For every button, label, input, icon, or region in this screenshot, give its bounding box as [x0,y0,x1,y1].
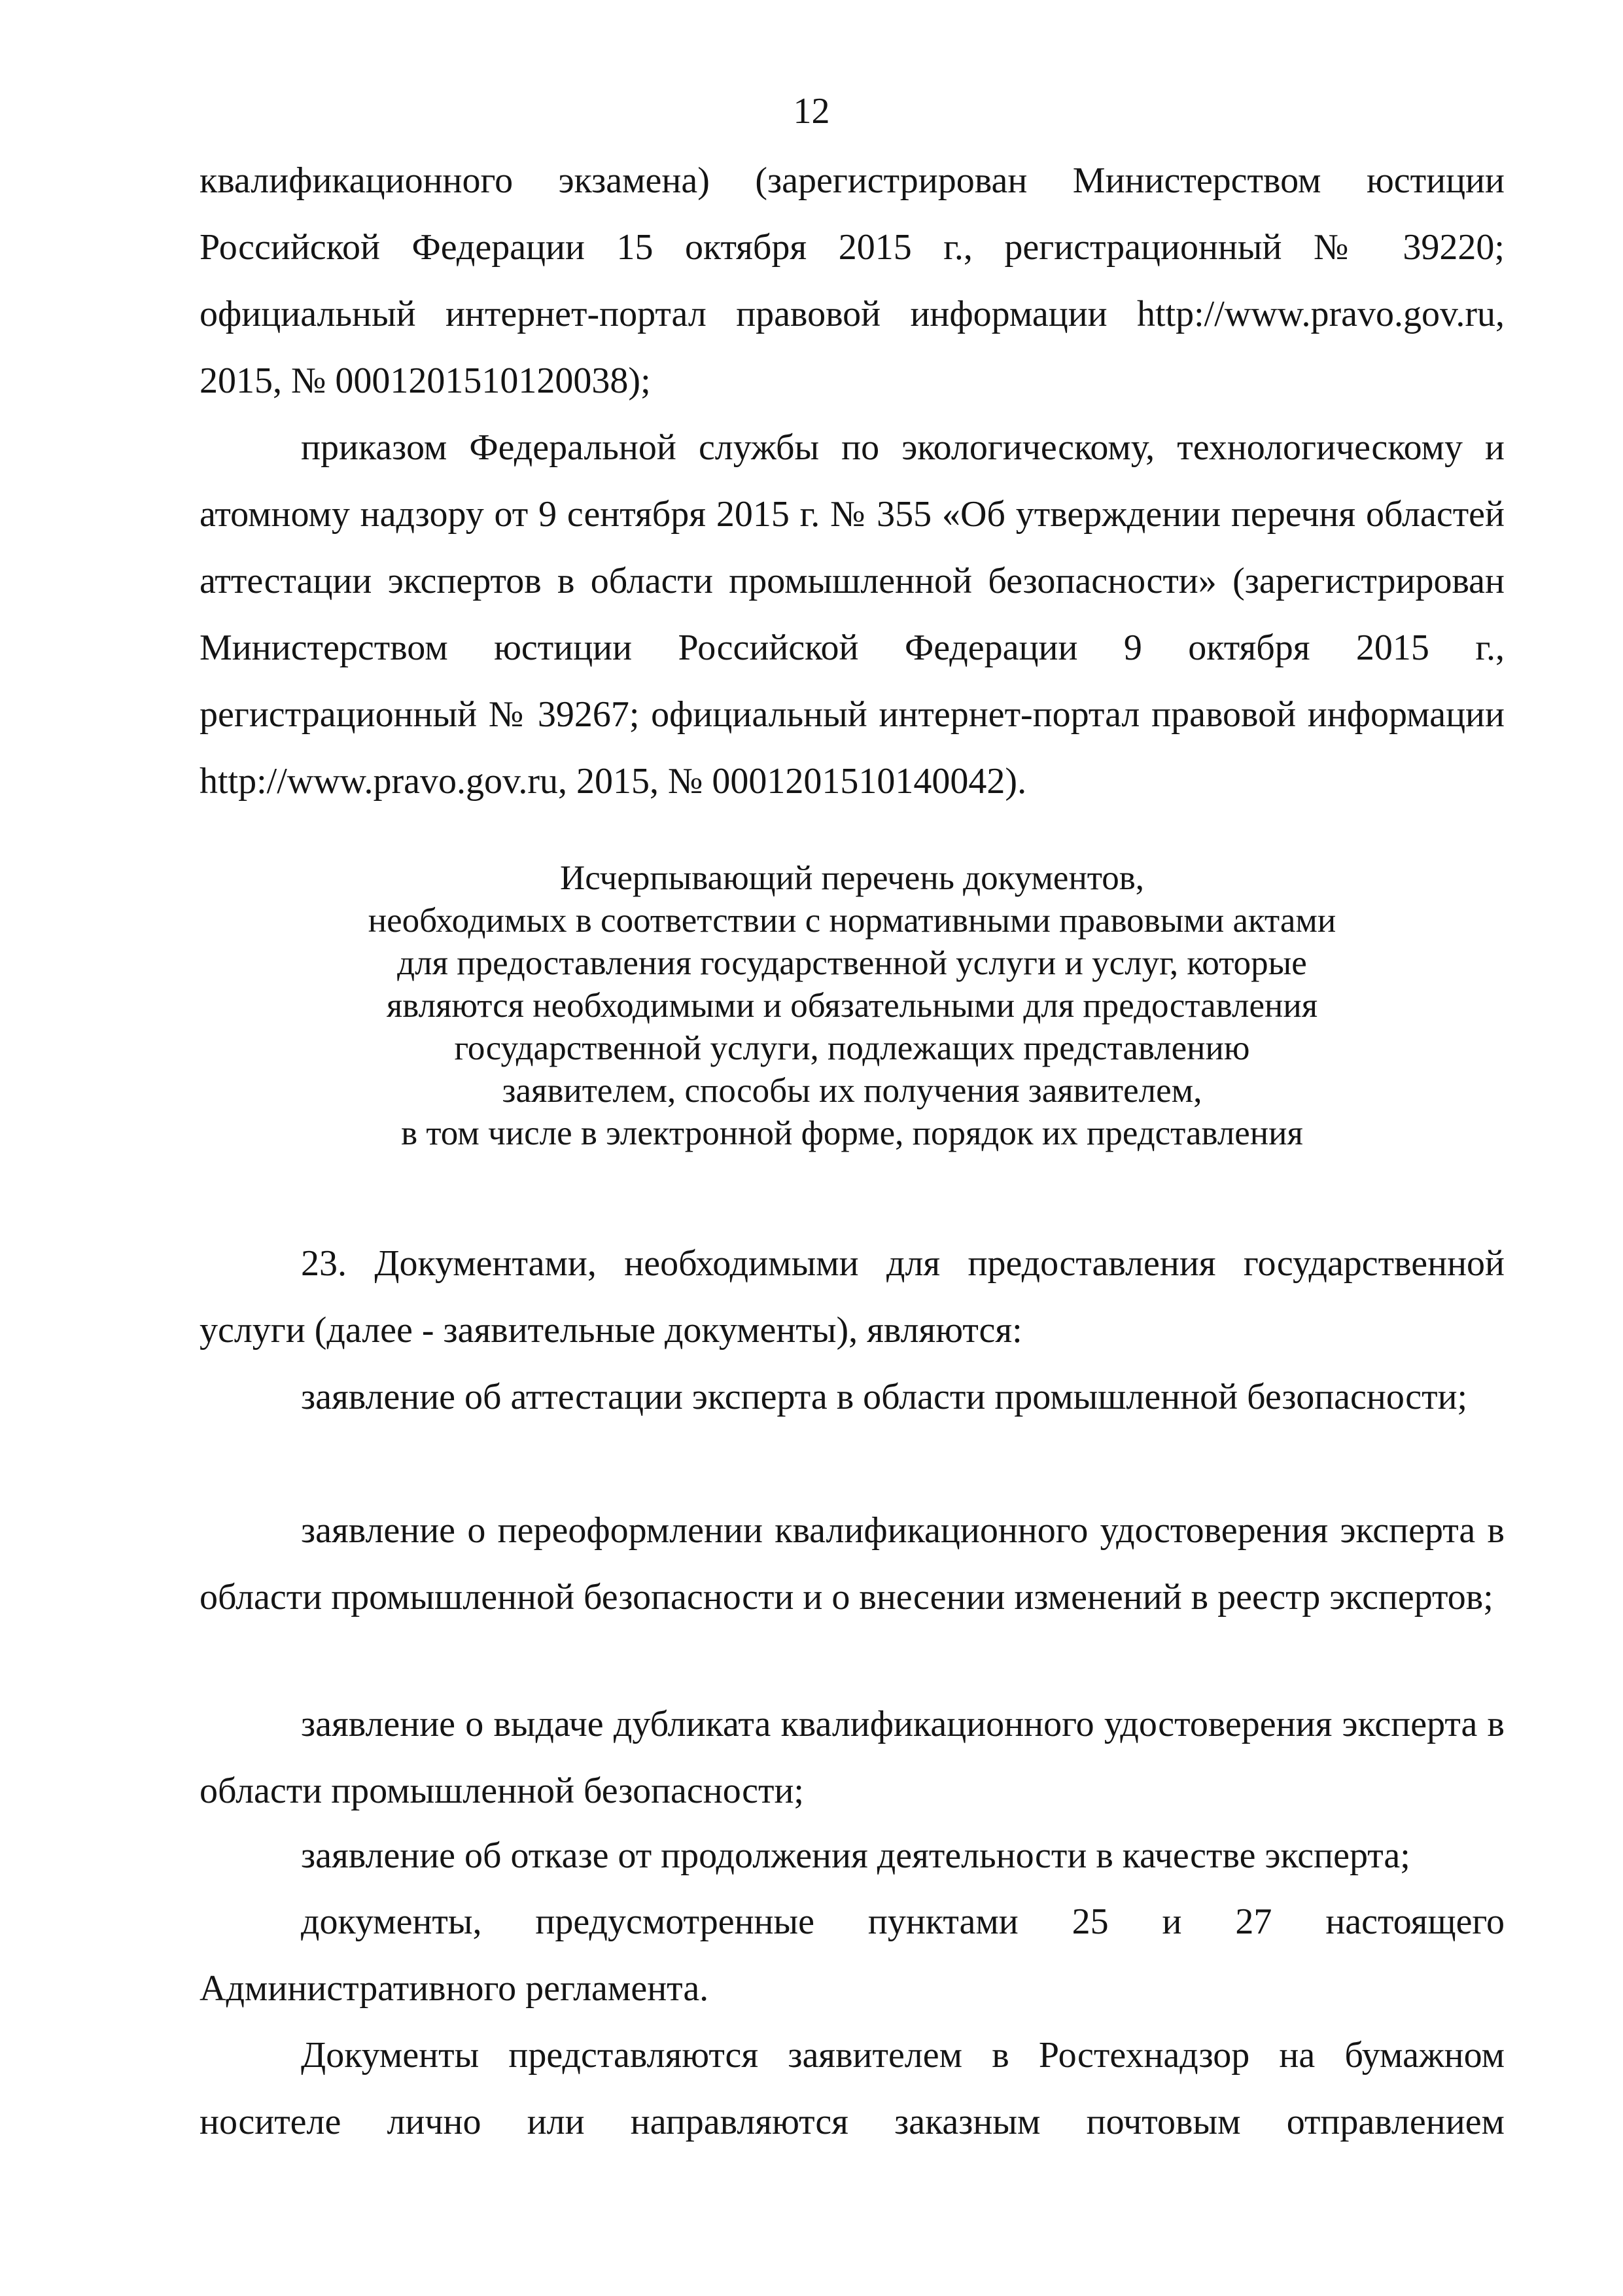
list-item-duplicate: заявление о выдаче дубликата квалификационного удостоверения эксперта в области промышленной безопасности; [200,1704,1505,1811]
heading-line-6: заявителем, способы их получения заявителем, [502,1072,1202,1110]
heading-line-5: государственной услуги, подлежащих представлению [454,1029,1250,1067]
heading-line-7: в том числе в электронной форме, порядок их представления [401,1114,1303,1152]
paragraph-2: приказом Федеральной службы по экологическому, технологическому и атомному надзору от 9 сентября 2015 г. № 355 «Об утверждении перечня областей аттестации экспертов в области промышленной безопасности» (зарегистрирован Министерством юстиции Российской Федерации 9 октября 2015 г., регистрационный № 39267; официальный интернет-портал правовой информации http://www.pravo.gov.ru, 2015, № 0001201510140042). [200,427,1505,802]
paragraph-23: 23. Документами, необходимыми для предоставления государственной услуги (далее - заявительные документы), являются: [200,1243,1505,1351]
heading-line-2: необходимых в соответствии с нормативными правовыми актами [368,902,1336,940]
heading-line-3: для предоставления государственной услуги и услуг, которые [397,944,1307,982]
list-item-attestation: заявление об аттестации эксперта в области промышленной безопасности; [301,1377,1468,1417]
heading-line-4: являются необходимыми и обязательными для предоставления [386,987,1318,1025]
heading-line-1: Исчерпывающий перечень документов, [559,859,1145,897]
body-text-top [200,147,1505,815]
list-item-documents: документы, предусмотренные пунктами 25 и 27 настоящего Административного регламента. [200,1901,1505,2009]
list-item-reissue: заявление о переоформлении квалификационного удостоверения эксперта в области промышленной безопасности и о внесении изменений в реестр экспертов; [200,1510,1505,1617]
list-item-refusal: заявление об отказе от продолжения деятельности в качестве эксперта; [301,1835,1410,1876]
section-heading [200,857,1505,1155]
paragraph-1: квалификационного экзамена) (зарегистрирован Министерством юстиции Российской Федерации 15 октября 2015 г., регистрационный № 39220; официальный интернет-портал правовой информации http://www.pravo.gov.ru, 2015, № 0001201510120038); [200,160,1505,401]
paragraph-submission: Документы представляются заявителем в Ростехнадзор на бумажном носителе лично или направляются заказным почтовым отправлением [200,2035,1505,2142]
body-text-bottom [200,1230,1505,2277]
page-number: 12 [793,91,830,132]
